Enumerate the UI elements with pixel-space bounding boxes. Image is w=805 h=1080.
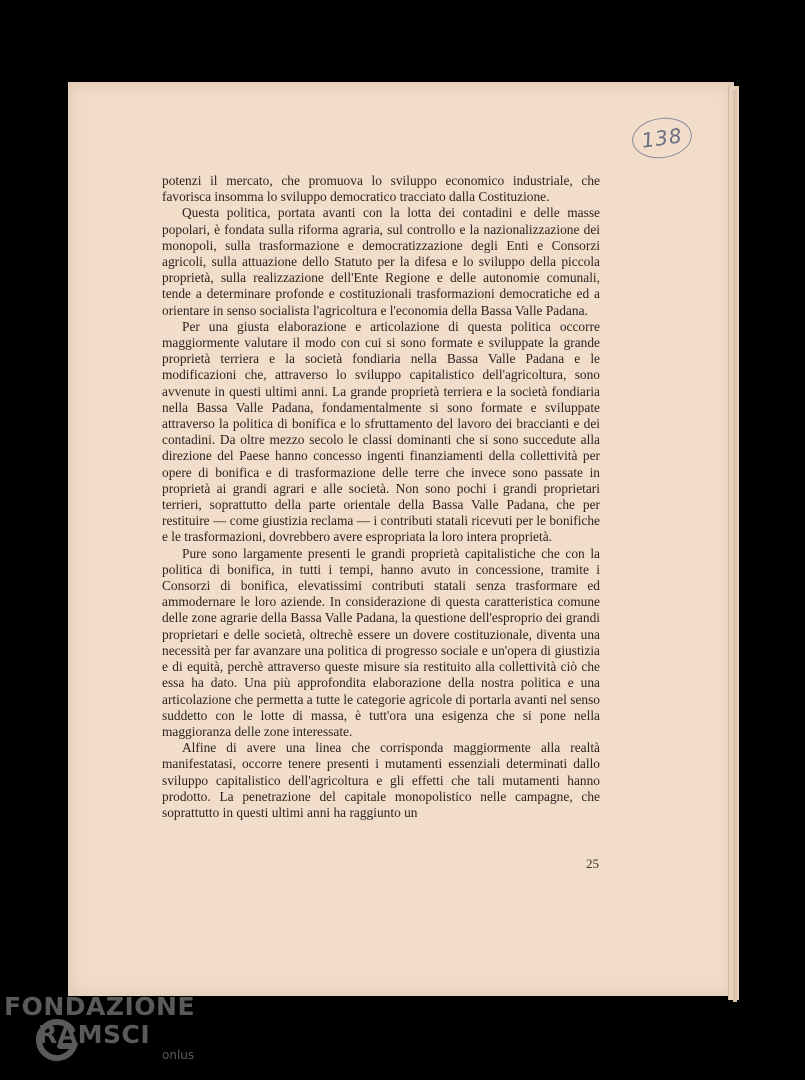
logo-line2: RAMSCI [38, 1020, 151, 1049]
paragraph-3: Per una giusta elaborazione e articolazione di questa politica occorre maggiormente valutare il modo con cui si sono formate e sviluppate la grande proprietà terriera e la società fondiaria nella Bassa Valle Padana e le modificazioni che, attraverso lo sviluppo capitalistico dell'agricoltura, sono avvenute in questi ultimi anni. La grande proprietà terriera e la società fondiaria nella Bassa Valle Padana, fondamentalmente si sono formate e sviluppate attraverso la politica di bonifica e lo sfruttamento del lavoro dei braccianti e dei contadini. Da oltre mezzo secolo le classi dominanti che si sono succedute alla direzione del Paese hanno concesso ingenti finanziamenti della collettività per opere di bonifica e di trasformazione delle terre che invece sono passate in proprietà ai grandi agrari e alle società. Non sono pochi i grandi proprietari terrieri, soprattutto della parte orientale della Bassa Valle Padana, che per restituire — come giustizia reclama — i contributi statali ricevuti per le bonifiche e le trasformazioni, dovrebbero avere espropriata la loro intera proprietà. [162, 318, 600, 545]
logo-sub: onlus [162, 1048, 195, 1062]
paragraph-5: Alfine di avere una linea che corrisponda maggiormente alla realtà manifestatasi, occorre tenere presenti i mutamenti essenziali determinati dallo sviluppo capitalistico dell'agricoltura e gli effetti che tali mutamenti hanno prodotto. La penetrazione del capitale monopolistico nelle campagne, che soprattutto in questi ultimi anni ha raggiunto un [162, 740, 600, 820]
body-text [162, 173, 600, 821]
folio-mark: 138 [630, 114, 695, 162]
page-number: 25 [586, 856, 599, 871]
page-edge-inner [733, 90, 737, 1002]
fondazione-gramsci-logo [4, 992, 204, 1072]
logo-line1: FONDAZIONE [4, 992, 196, 1021]
paragraph-2: Questa politica, portata avanti con la lotta dei contadini e delle masse popolari, è fondata sulla riforma agraria, sul controllo e la nazionalizzazione dei monopoli, sulla trasformazione e democratizzazione degli Enti e Consorzi agricoli, sulla attuazione dello Statuto per la difesa e lo sviluppo della piccola proprietà, sulla realizzazione dell'Ente Regione e delle autonomie comunali, tende a determinare profonde e costituzionali trasformazioni democratiche ed a orientare in senso socialista l'agricoltura e l'economia della Bassa Valle Padana. [162, 205, 600, 318]
paragraph-4: Pure sono largamente presenti le grandi proprietà capitalistiche che con la politica di bonifica, in tutti i tempi, hanno avuto in concessione, tramite i Consorzi di bonifica, elevatissimi contributi statali senza trasformare ed ammodernare le loro aziende. In considerazione di questa caratteristica comune delle zone agrarie della Bassa Valle Padana, la questione dell'esproprio dei grandi proprietari e delle società, oltrechè essere un dovere costituzionale, diventa una necessità per far avanzare una politica di progresso sociale e un'opera di giustizia e di equità, perchè attraverso queste misure sia restituito alla collettività ciò che essa ha dato. Una più approfondita elaborazione della nostra politica e una articolazione che permetta a tutte le categorie agricole di portarla avanti nel senso suddetto con le lotte di massa, è tutt'ora una esigenza che si pone nella maggioranza delle zone interessate. [162, 545, 600, 739]
paragraph-1: potenzi il mercato, che promuova lo sviluppo economico industriale, che favorisca insomma lo sviluppo democratico tracciato dalla Costituzione. [162, 173, 600, 205]
